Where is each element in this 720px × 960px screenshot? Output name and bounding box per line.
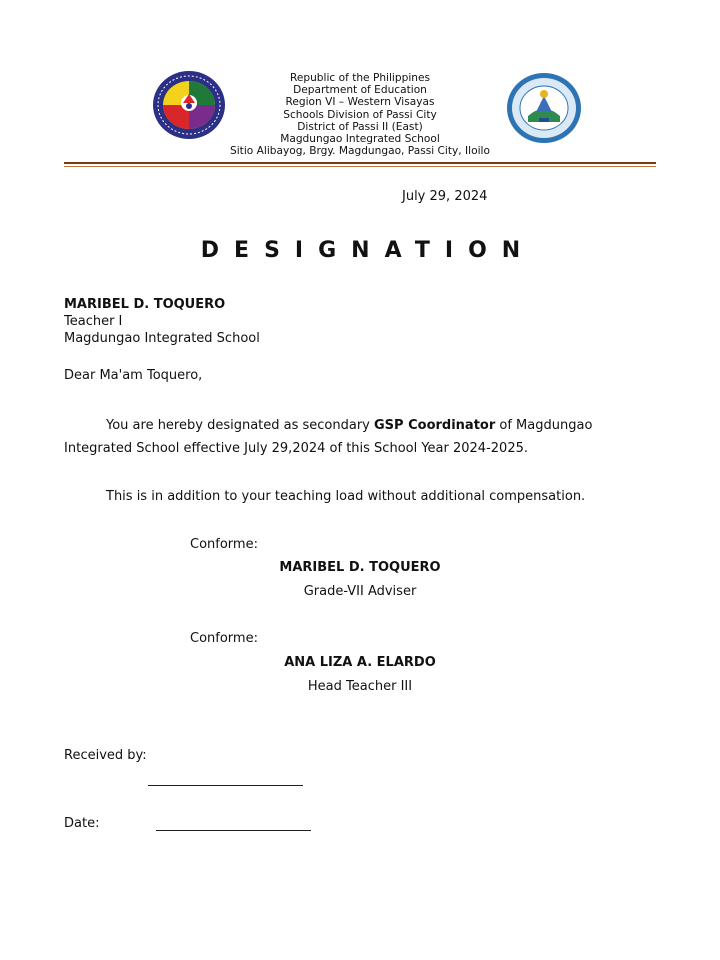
received-by-signature-line[interactable]: [148, 785, 303, 786]
conforme-label-1: Conforme:: [190, 537, 258, 552]
body-paragraph-1: [64, 414, 664, 460]
letterhead-republic: Republic of the Philippines: [289, 72, 431, 84]
received-by-label: Received by:: [64, 748, 147, 763]
addressee-position: Teacher I: [64, 314, 123, 329]
school-seal-logo: [506, 72, 582, 144]
addressee-school: Magdungao Integrated School: [64, 331, 260, 346]
letterhead-school: Magdungao Integrated School: [280, 133, 440, 146]
salutation: Dear Ma'am Toquero,: [64, 368, 203, 383]
p1-text-after: of Magdungao Integrated School effective July 29,2024 of this School Year 2024-2025.: [64, 418, 593, 456]
date-signature-line[interactable]: [156, 830, 311, 831]
p1-text-before: You are hereby designated as secondary: [106, 418, 375, 433]
addressee-block: [64, 296, 260, 347]
letterhead-region: Region VI – Western Visayas: [285, 96, 435, 109]
letterhead-rule-thin: [64, 166, 656, 167]
letter-date: July 29, 2024: [402, 189, 488, 204]
document-title: DESIGNATION: [200, 238, 536, 263]
letterhead-rule-thick: [64, 162, 656, 164]
conforme-label-2: Conforme:: [190, 631, 258, 646]
date-label: Date:: [64, 816, 100, 831]
conforme-title-2: Head Teacher III: [307, 679, 413, 694]
conforme-title-1: Grade-VII Adviser: [303, 584, 417, 599]
letterhead-district: District of Passi II (East): [297, 120, 423, 133]
conforme-name-1: MARIBEL D. TOQUERO: [279, 560, 441, 575]
body-paragraph-2: This is in addition to your teaching load without additional compensation.: [106, 489, 586, 504]
conforme-name-2: ANA LIZA A. ELARDO: [284, 655, 436, 670]
letterhead: [190, 72, 530, 157]
letterhead-department: Department of Education: [293, 84, 427, 97]
addressee-name: MARIBEL D. TOQUERO: [64, 297, 226, 312]
letterhead-division: Schools Division of Passi City: [283, 108, 437, 121]
letterhead-address: Sitio Alibayog, Brgy. Magdungao, Passi City, Iloilo: [230, 145, 490, 158]
p1-role-bold: GSP Coordinator: [374, 418, 496, 433]
